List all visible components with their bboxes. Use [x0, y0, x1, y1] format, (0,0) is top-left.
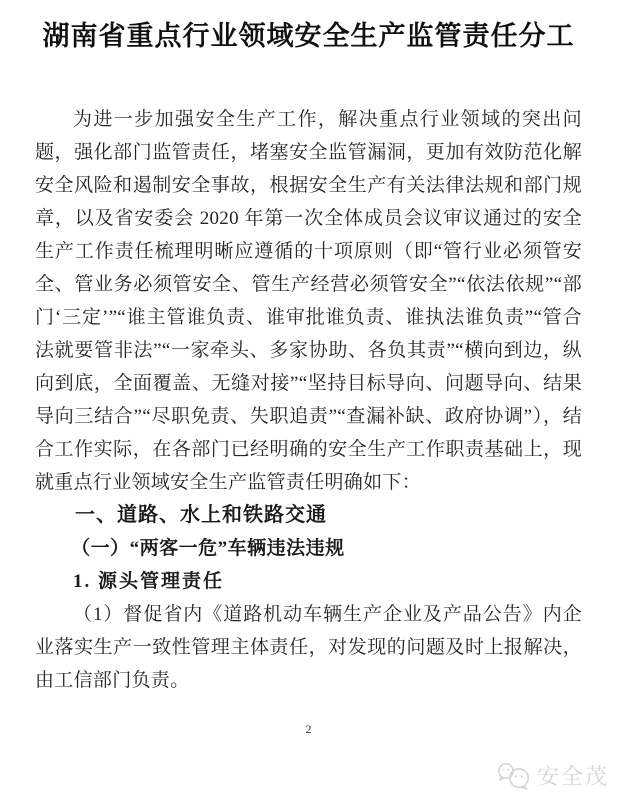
- watermark-label: 安全茂: [536, 764, 609, 789]
- document-title: 湖南省重点行业领域安全生产监管责任分工: [42, 21, 575, 51]
- section-heading: 一、道路、水上和铁路交通: [75, 504, 327, 526]
- item-heading: 1. 源头管理责任: [73, 571, 225, 592]
- watermark: [494, 760, 609, 791]
- intro-paragraph: 为进一步加强安全生产工作，解决重点行业领域的突出问题，强化部门监管责任，堵塞安全监管漏洞，更加有效防范化解安全风险和遏制安全事故，根据安全生产有关法律法规和部门规章，以及省安委会 2020 年第一次全体成员会议审议通过的安全生产工作责任梳理明晰应遵循的十项原则（即“管行业必须管安全、管业务必须管安全、管生产经营必须管安全”“依法依规”“部门‘三定’”“谁主管谁负责、谁审批谁负责、谁执法谁负责”“管合法就要管非法”“一家牵头、多家协助、各负其责”“横向到边，纵向到底，全面覆盖、无缝对接”“坚持目标导向、问题导向、结果导向三结合”“尽职免责、失职追责”“查漏补缺、政府协调”），结合工作实际，在各部门已经明确的安全生产工作职责基础上，现就重点行业领域安全生产监管责任明确如下：: [35, 109, 582, 493]
- page-content: [35, 0, 582, 810]
- subsection-heading: （一）“两客一危”车辆违法违规: [71, 538, 345, 559]
- page-footer: [0, 720, 617, 738]
- chat-bubbles-icon: [494, 761, 534, 791]
- page-number: 2: [305, 722, 312, 736]
- item-paragraph: （1）督促省内《道路机动车辆生产企业及产品公告》内企业落实生产一致性管理主体责任，对发现的问题及时上报解决，由工信部门负责。: [35, 604, 582, 691]
